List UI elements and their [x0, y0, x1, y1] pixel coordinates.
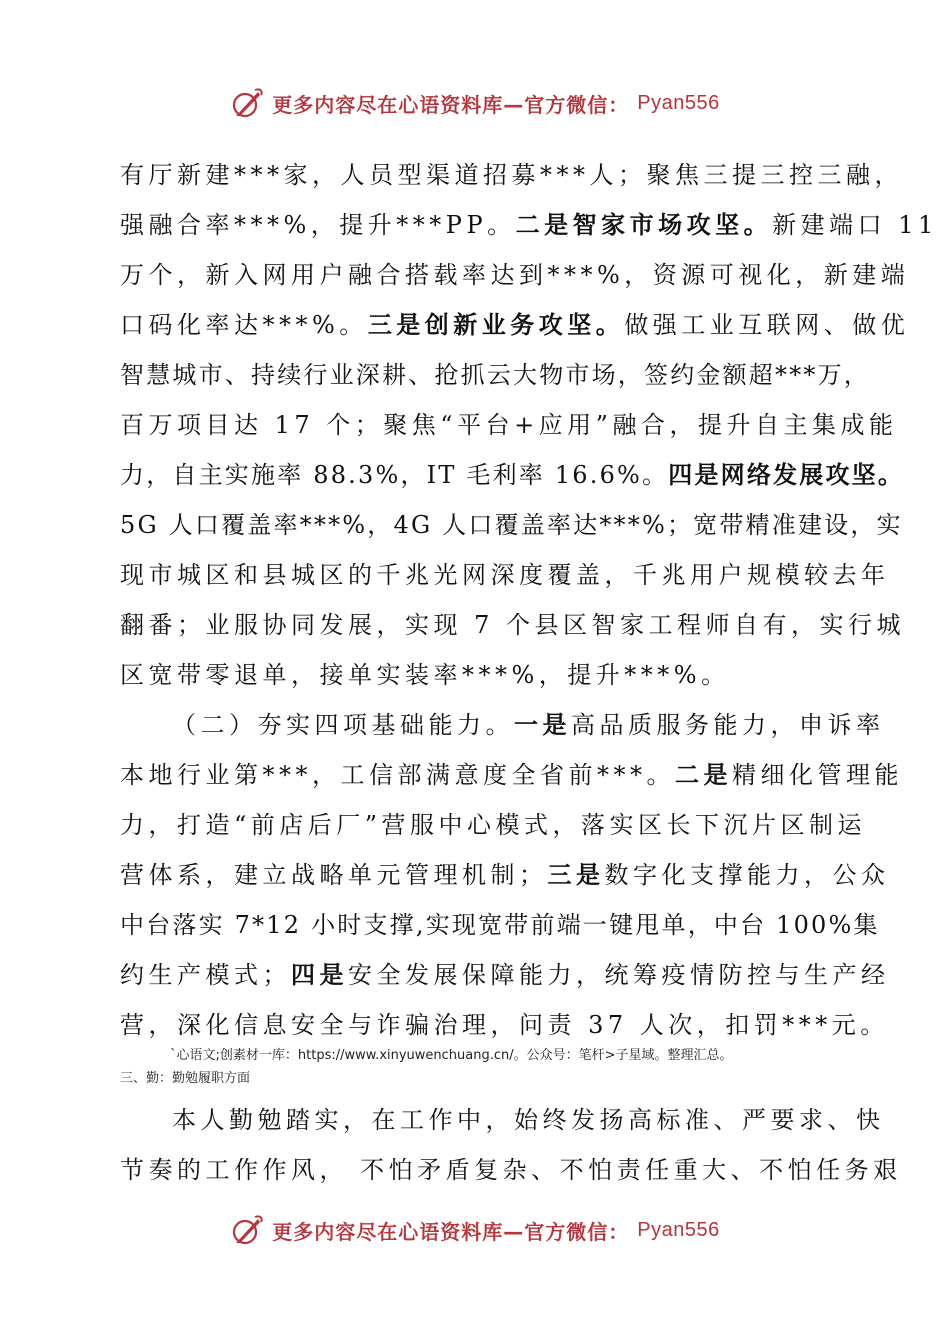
quill-logo-icon [230, 86, 264, 120]
watermark-wechat-id: Pyan556 [637, 1218, 720, 1241]
text-line: 节奏的工作作风， 不怕矛盾复杂、不怕责任重大、不怕任务艰 [120, 1156, 902, 1184]
text-line: 力，自主实施率 88.3%，IT 毛利率 16.6%。四是网络发展攻坚。 [120, 460, 905, 489]
text-line: 力，打造“前店后厂”营服中心模式，落实区长下沉片区制运 [120, 811, 867, 839]
text-line: 有厅新建***家，人员型渠道招募***人；聚焦三提三控三融， [120, 161, 903, 189]
section-heading: 三、勤：勤勉履职方面 [120, 1071, 251, 1086]
text-line: 万个，新入网用户融合搭载率达到***%，资源可视化，新建端 [120, 261, 910, 289]
bold-lead: 二是 [675, 760, 732, 789]
text-line: （二）夯实四项基础能力。一是高品质服务能力，申诉率 [172, 710, 885, 739]
bold-lead: 四是网络发展攻坚。 [668, 460, 905, 489]
text-line: 强融合率***%，提升***PP。二是智家市场攻坚。新建端口 11 [120, 210, 938, 239]
text-line: 营体系，建立战略单元管理机制；三是数字化支撑能力，公众 [120, 860, 890, 889]
text-line: 本地行业第***，工信部满意度全省前***。二是精细化管理能 [120, 760, 903, 789]
text-line: 本人勤勉踏实，在工作中，始终发扬高标准、严要求、快 [172, 1106, 885, 1134]
text-line: 口码化率达***%。三是创新业务攻坚。做强工业互联网、做优 [120, 310, 910, 339]
quill-logo-icon [230, 1213, 264, 1247]
text-line: 区宽带零退单，接单实装率***%，提升***%。 [120, 661, 730, 689]
bold-lead: 二是智家市场攻坚。 [515, 210, 773, 239]
bold-lead: 四是 [291, 960, 348, 989]
bold-lead: 三是创新业务攻坚。 [367, 310, 625, 339]
text-line: 翻番；业服协同发展，实现 7 个县区智家工程师自有，实行城 [120, 611, 906, 639]
watermark-text: 更多内容尽在心语资料库—官方微信： [272, 92, 630, 117]
text-line: 约生产模式；四是安全发展保障能力，统筹疫情防控与生产经 [120, 960, 890, 989]
text-line: 智慧城市、持续行业深耕、抢抓云大物市场，签约金额超***万， [120, 361, 870, 389]
watermark-text: 更多内容尽在心语资料库—官方微信： [272, 1219, 630, 1244]
bold-lead: 一是 [514, 710, 571, 739]
text-line: 现市城区和县城区的千兆光网深度覆盖，千兆用户规模较去年 [120, 561, 890, 589]
bold-lead: 三是 [547, 860, 605, 889]
watermark-wechat-id: Pyan556 [637, 91, 720, 114]
document-body [120, 150, 938, 1050]
footer-watermark-banner [0, 1210, 950, 1250]
text-line: 中台落实 7*12 小时支撑,实现宽带前端一键甩单，中台 100%集 [120, 911, 880, 939]
header-watermark-banner [0, 83, 950, 123]
source-note: `心语文;创素材一库：https://www.xinyuwenchuang.cn/。公众号：笔杆>子星域。整理汇总。 [170, 1048, 733, 1063]
text-line: 营，深化信息安全与诈骗治理，问责 37 人次，扣罚***元。 [120, 1011, 889, 1039]
document-body-continued [120, 1095, 902, 1195]
text-line: 百万项目达 17 个；聚焦“平台+应用”融合，提升自主集成能 [120, 411, 898, 439]
text-line: 5G 人口覆盖率***%，4G 人口覆盖率达***%；宽带精准建设，实 [120, 511, 903, 539]
